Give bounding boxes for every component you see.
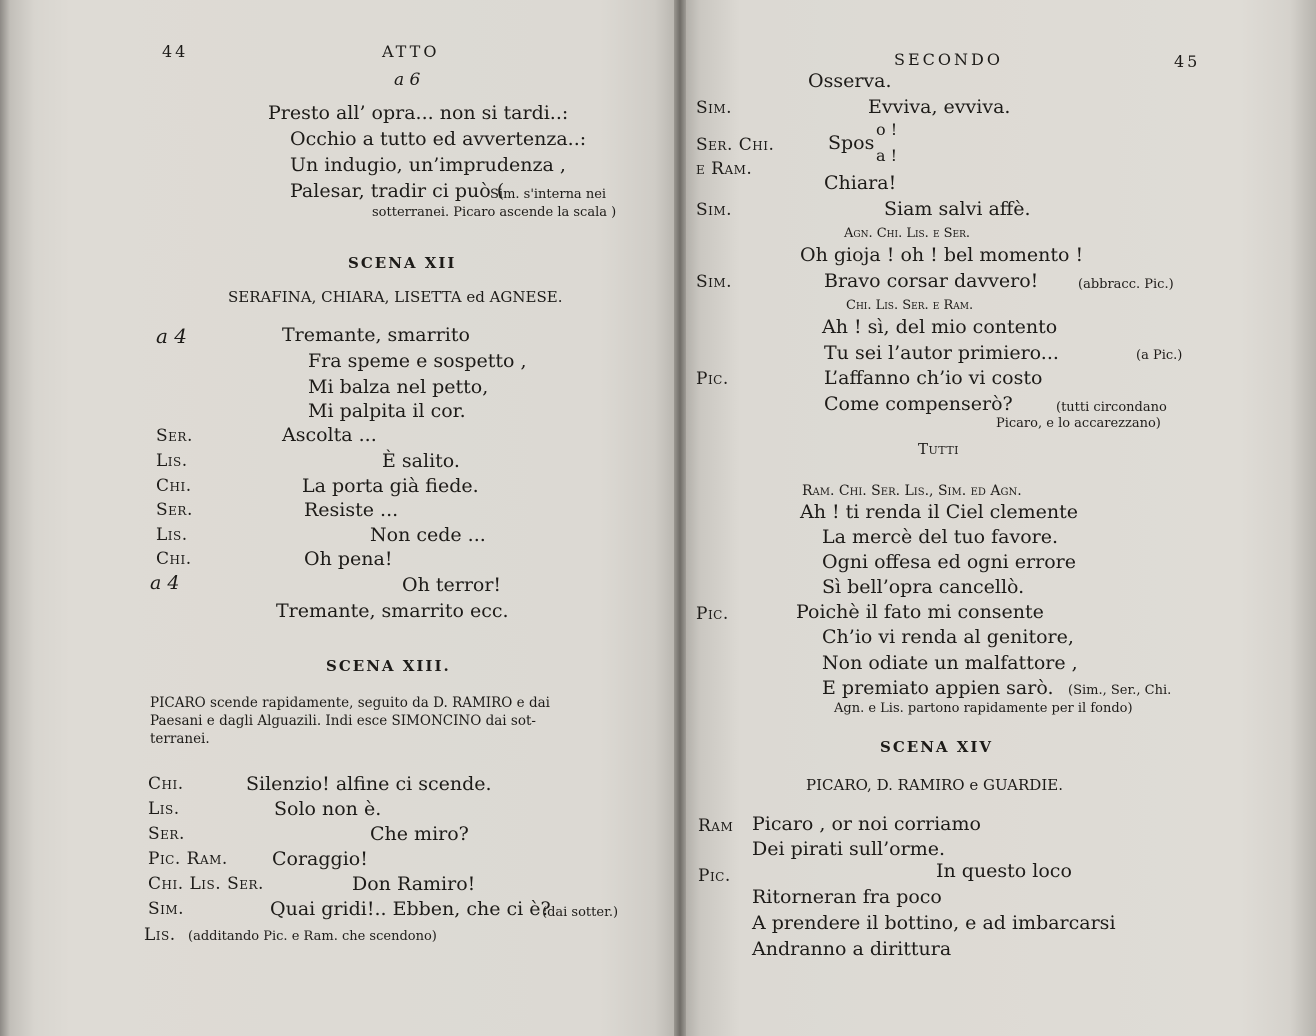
speaker-label: Pic. — [696, 369, 729, 389]
speaker-label: Lis. — [156, 451, 188, 471]
speaker-label: Ser. — [148, 824, 185, 844]
dialog-line: Coraggio! — [272, 848, 368, 870]
scene-description: PICARO scende rapidamente, seguito da D. RAMIRO e dai — [150, 695, 550, 711]
scene-title: SCENA XIV — [880, 738, 994, 756]
ensemble-label: a 4 — [156, 324, 188, 348]
speaker-label: Lis. — [156, 525, 188, 545]
verse-line: Ogni offesa ed ogni errore — [822, 551, 1076, 573]
scene-characters: PICARO, D. RAMIRO e GUARDIE. — [806, 776, 1063, 794]
verse-line: Tremante, smarrito — [282, 324, 470, 346]
dialog-line: Oh pena! — [304, 548, 393, 570]
speaker-label: Chi. — [148, 774, 184, 794]
scene-title: SCENA XIII. — [326, 657, 451, 675]
speaker-label: Ser. Chi. — [696, 135, 775, 155]
dialog-line: Ah ! sì, del mio contento — [822, 316, 1058, 338]
dialog-variant: a ! — [876, 146, 898, 165]
dialog-line: Evviva, evviva. — [868, 96, 1011, 118]
speaker-label: Sim. — [696, 200, 733, 220]
speaker-group: Ram. Chi. Ser. Lis., Sim. ed Agn. — [802, 483, 1022, 499]
stage-direction: Sim. s'interna nei — [490, 187, 607, 202]
speaker-label: Tutti — [918, 440, 959, 458]
dialog-line: La porta già fiede. — [302, 475, 479, 497]
dialog-line: Quai gridi!.. Ebben, che ci è? — [270, 898, 551, 920]
verse-line: Ch’io vi renda al genitore, — [822, 626, 1074, 648]
speaker-label: Sim. — [696, 98, 733, 118]
dialog-line: A prendere il bottino, e ad imbarcarsi — [752, 912, 1116, 934]
dialog-line: Come compenserò? — [824, 393, 1013, 415]
verse-line: Un indugio, un’imprudenza , — [290, 154, 566, 176]
stage-direction: (abbracc. Pic.) — [1078, 277, 1174, 292]
dialog-line: Ritorneran fra poco — [752, 886, 942, 908]
book-gutter — [674, 0, 686, 1036]
speaker-label: Ser. — [156, 500, 193, 520]
dialog-line: L’affanno ch’io vi costo — [824, 367, 1043, 389]
verse-line: Poichè il fato mi consente — [796, 601, 1044, 623]
stage-direction: Picaro, e lo accarezzano) — [996, 416, 1161, 431]
speaker-label: Ram — [698, 816, 734, 836]
stage-direction: sotterranei. Picaro ascende la scala ) — [372, 205, 617, 220]
stage-direction: Agn. e Lis. partono rapidamente per il fondo) — [834, 701, 1133, 716]
running-head: ATTO — [382, 42, 440, 61]
dialog-line: È salito. — [382, 450, 460, 472]
verse-line: Presto all’ opra... non si tardi..: — [268, 102, 569, 124]
verse-line: E premiato appien sarò. — [822, 677, 1054, 699]
stage-direction: (a Pic.) — [1136, 348, 1183, 363]
page-number: 44 — [162, 42, 189, 61]
dialog-line: Che miro? — [370, 823, 469, 845]
verse-line: Sì bell’opra cancellò. — [822, 576, 1025, 598]
scene-title: SCENA XII — [348, 254, 457, 272]
stage-direction: (dai sotter.) — [542, 905, 619, 920]
speaker-label: Pic. — [696, 604, 729, 624]
speaker-group: Chi. Lis. Ser. e Ram. — [846, 298, 974, 313]
verse-line: Fra speme e sospetto , — [308, 350, 527, 372]
stage-direction: (Sim., Ser., Chi. — [1068, 683, 1172, 698]
speaker-label: Sim. — [696, 272, 733, 292]
dialog-line: Siam salvi affè. — [884, 198, 1031, 220]
running-head: SECONDO — [894, 50, 1003, 69]
dialog-line: Chiara! — [824, 172, 897, 194]
dialog-variant: o ! — [876, 120, 898, 139]
stage-direction: (additando Pic. e Ram. che scendono) — [188, 929, 437, 944]
speaker-label: Chi. — [156, 476, 192, 496]
speaker-label: Chi. — [156, 549, 192, 569]
speaker-label: Pic. — [698, 866, 731, 886]
verse-line: Occhio a tutto ed avvertenza..: — [290, 128, 587, 150]
verse-line: La mercè del tuo favore. — [822, 526, 1059, 548]
dialog-line: In questo loco — [936, 860, 1072, 882]
verse-line: Tremante, smarrito ecc. — [276, 600, 509, 622]
dialog-line: Non cede ... — [370, 524, 486, 546]
dialog-line: Solo non è. — [274, 798, 382, 820]
dialog-line: Tu sei l’autor primiero... — [824, 342, 1059, 364]
verse-line: Mi palpita il cor. — [308, 400, 466, 422]
dialog-line: Dei pirati sull’orme. — [752, 838, 945, 860]
dialog-line: Spos — [828, 132, 875, 154]
dialog-line: Silenzio! alfine ci scende. — [246, 773, 492, 795]
dialog-line: Osserva. — [808, 70, 892, 92]
dialog-line: Oh terror! — [402, 574, 502, 596]
ensemble-label: a 4 — [150, 572, 180, 594]
verse-line: Palesar, tradir ci può ( — [290, 180, 505, 202]
scene-description: Paesani e dagli Alguazili. Indi esce SIMONCINO dai sot- — [150, 713, 536, 729]
dialog-line: Oh gioja ! oh ! bel momento ! — [800, 244, 1084, 266]
page-number: 45 — [1174, 52, 1201, 71]
verse-line: Non odiate un malfattore , — [822, 652, 1078, 674]
dialog-line: Resiste ... — [304, 499, 399, 521]
stage-direction: (tutti circondano — [1056, 400, 1167, 415]
speaker-label: Sim. — [148, 899, 185, 919]
dialog-line: Bravo corsar davvero! — [824, 270, 1039, 292]
speaker-label: Ser. — [156, 426, 193, 446]
ensemble-label: a 6 — [394, 70, 421, 90]
scene-characters: SERAFINA, CHIARA, LISETTA ed AGNESE. — [228, 288, 563, 306]
scene-description: terranei. — [150, 731, 210, 747]
speaker-group: Agn. Chi. Lis. e Ser. — [844, 226, 971, 241]
right-page — [680, 0, 1316, 1036]
dialog-line: Don Ramiro! — [352, 873, 476, 895]
speaker-label: Lis. — [144, 925, 176, 945]
speaker-label: Chi. Lis. Ser. — [148, 874, 264, 894]
speaker-label: Lis. — [148, 799, 180, 819]
dialog-line: Ascolta ... — [282, 424, 377, 446]
speaker-label: e Ram. — [696, 159, 753, 179]
verse-line: Ah ! ti renda il Ciel clemente — [800, 501, 1079, 523]
speaker-label: Pic. Ram. — [148, 849, 228, 869]
dialog-line: Picaro , or noi corriamo — [752, 813, 981, 835]
dialog-line: Andranno a dirittura — [752, 938, 952, 960]
verse-line: Mi balza nel petto, — [308, 376, 489, 398]
